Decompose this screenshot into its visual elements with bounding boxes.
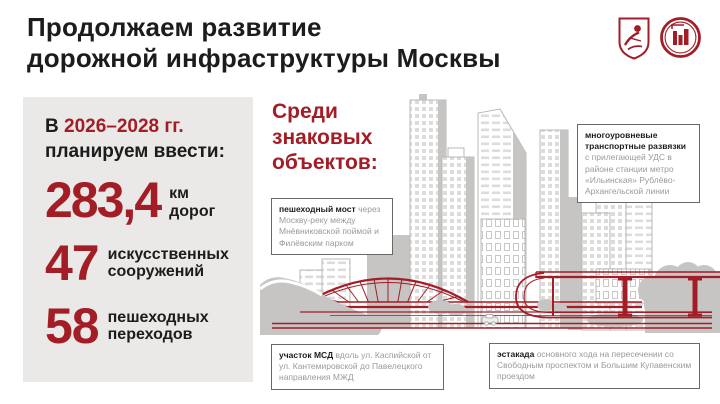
objects-section-heading: Среди знаковых объектов: <box>272 100 378 175</box>
intro-prefix: В <box>45 116 59 137</box>
callout-flyover-text: основного хода на пересечении со Свободным проспектом и Большим Купавенским проездом <box>497 349 692 382</box>
stat-structures-label: искусственных сооружений <box>107 245 229 281</box>
stat-roads <box>45 172 239 229</box>
intro-years: 2026–2028 гг. <box>64 116 184 137</box>
logo-group <box>617 16 702 66</box>
page-title-line1: Продолжаем развитие <box>27 12 322 42</box>
callout-msd-section-title: участок МСД <box>279 350 334 360</box>
stat-structures-value: 47 <box>45 235 99 292</box>
construction-complex-emblem-icon <box>659 16 702 64</box>
stat-crossings <box>45 298 239 355</box>
callout-pedestrian-bridge-title: пешеходный мост <box>279 204 356 214</box>
callout-interchanges-text: с прилегающей УДС в районе станции метро «Ильинская» Рублёво-Архангельской линии <box>585 152 676 197</box>
stat-crossings-label: пешеходных переходов <box>107 308 209 344</box>
callout-pedestrian-bridge-text: через Москву-реку между Мнёвниковской поймой и Филёвским парком <box>279 204 381 248</box>
stats-panel-intro <box>45 114 239 164</box>
stat-roads-label: км дорог <box>169 184 216 220</box>
callout-interchanges <box>577 124 700 203</box>
stat-crossings-value: 58 <box>45 298 99 355</box>
callout-msd-section <box>271 344 444 390</box>
stat-structures <box>45 235 239 292</box>
intro-line2: планируем ввести: <box>45 141 225 163</box>
callout-msd-section-text: вдоль ул. Каспийской от ул. Кантемировской до Павелецкого направления МЖД <box>279 350 432 383</box>
callout-flyover-title: эстакада <box>497 349 535 359</box>
page-title-line2: дорожной инфраструктуры Москвы <box>27 42 501 73</box>
page-title <box>27 12 602 73</box>
callout-interchanges-title: многоуровневые транспортные развязки <box>585 130 687 152</box>
stat-roads-value: 283,4 <box>45 172 161 229</box>
callout-pedestrian-bridge <box>271 198 393 255</box>
stats-panel <box>23 97 253 382</box>
moscow-coat-of-arms-icon <box>617 16 651 66</box>
callout-flyover <box>489 343 700 389</box>
